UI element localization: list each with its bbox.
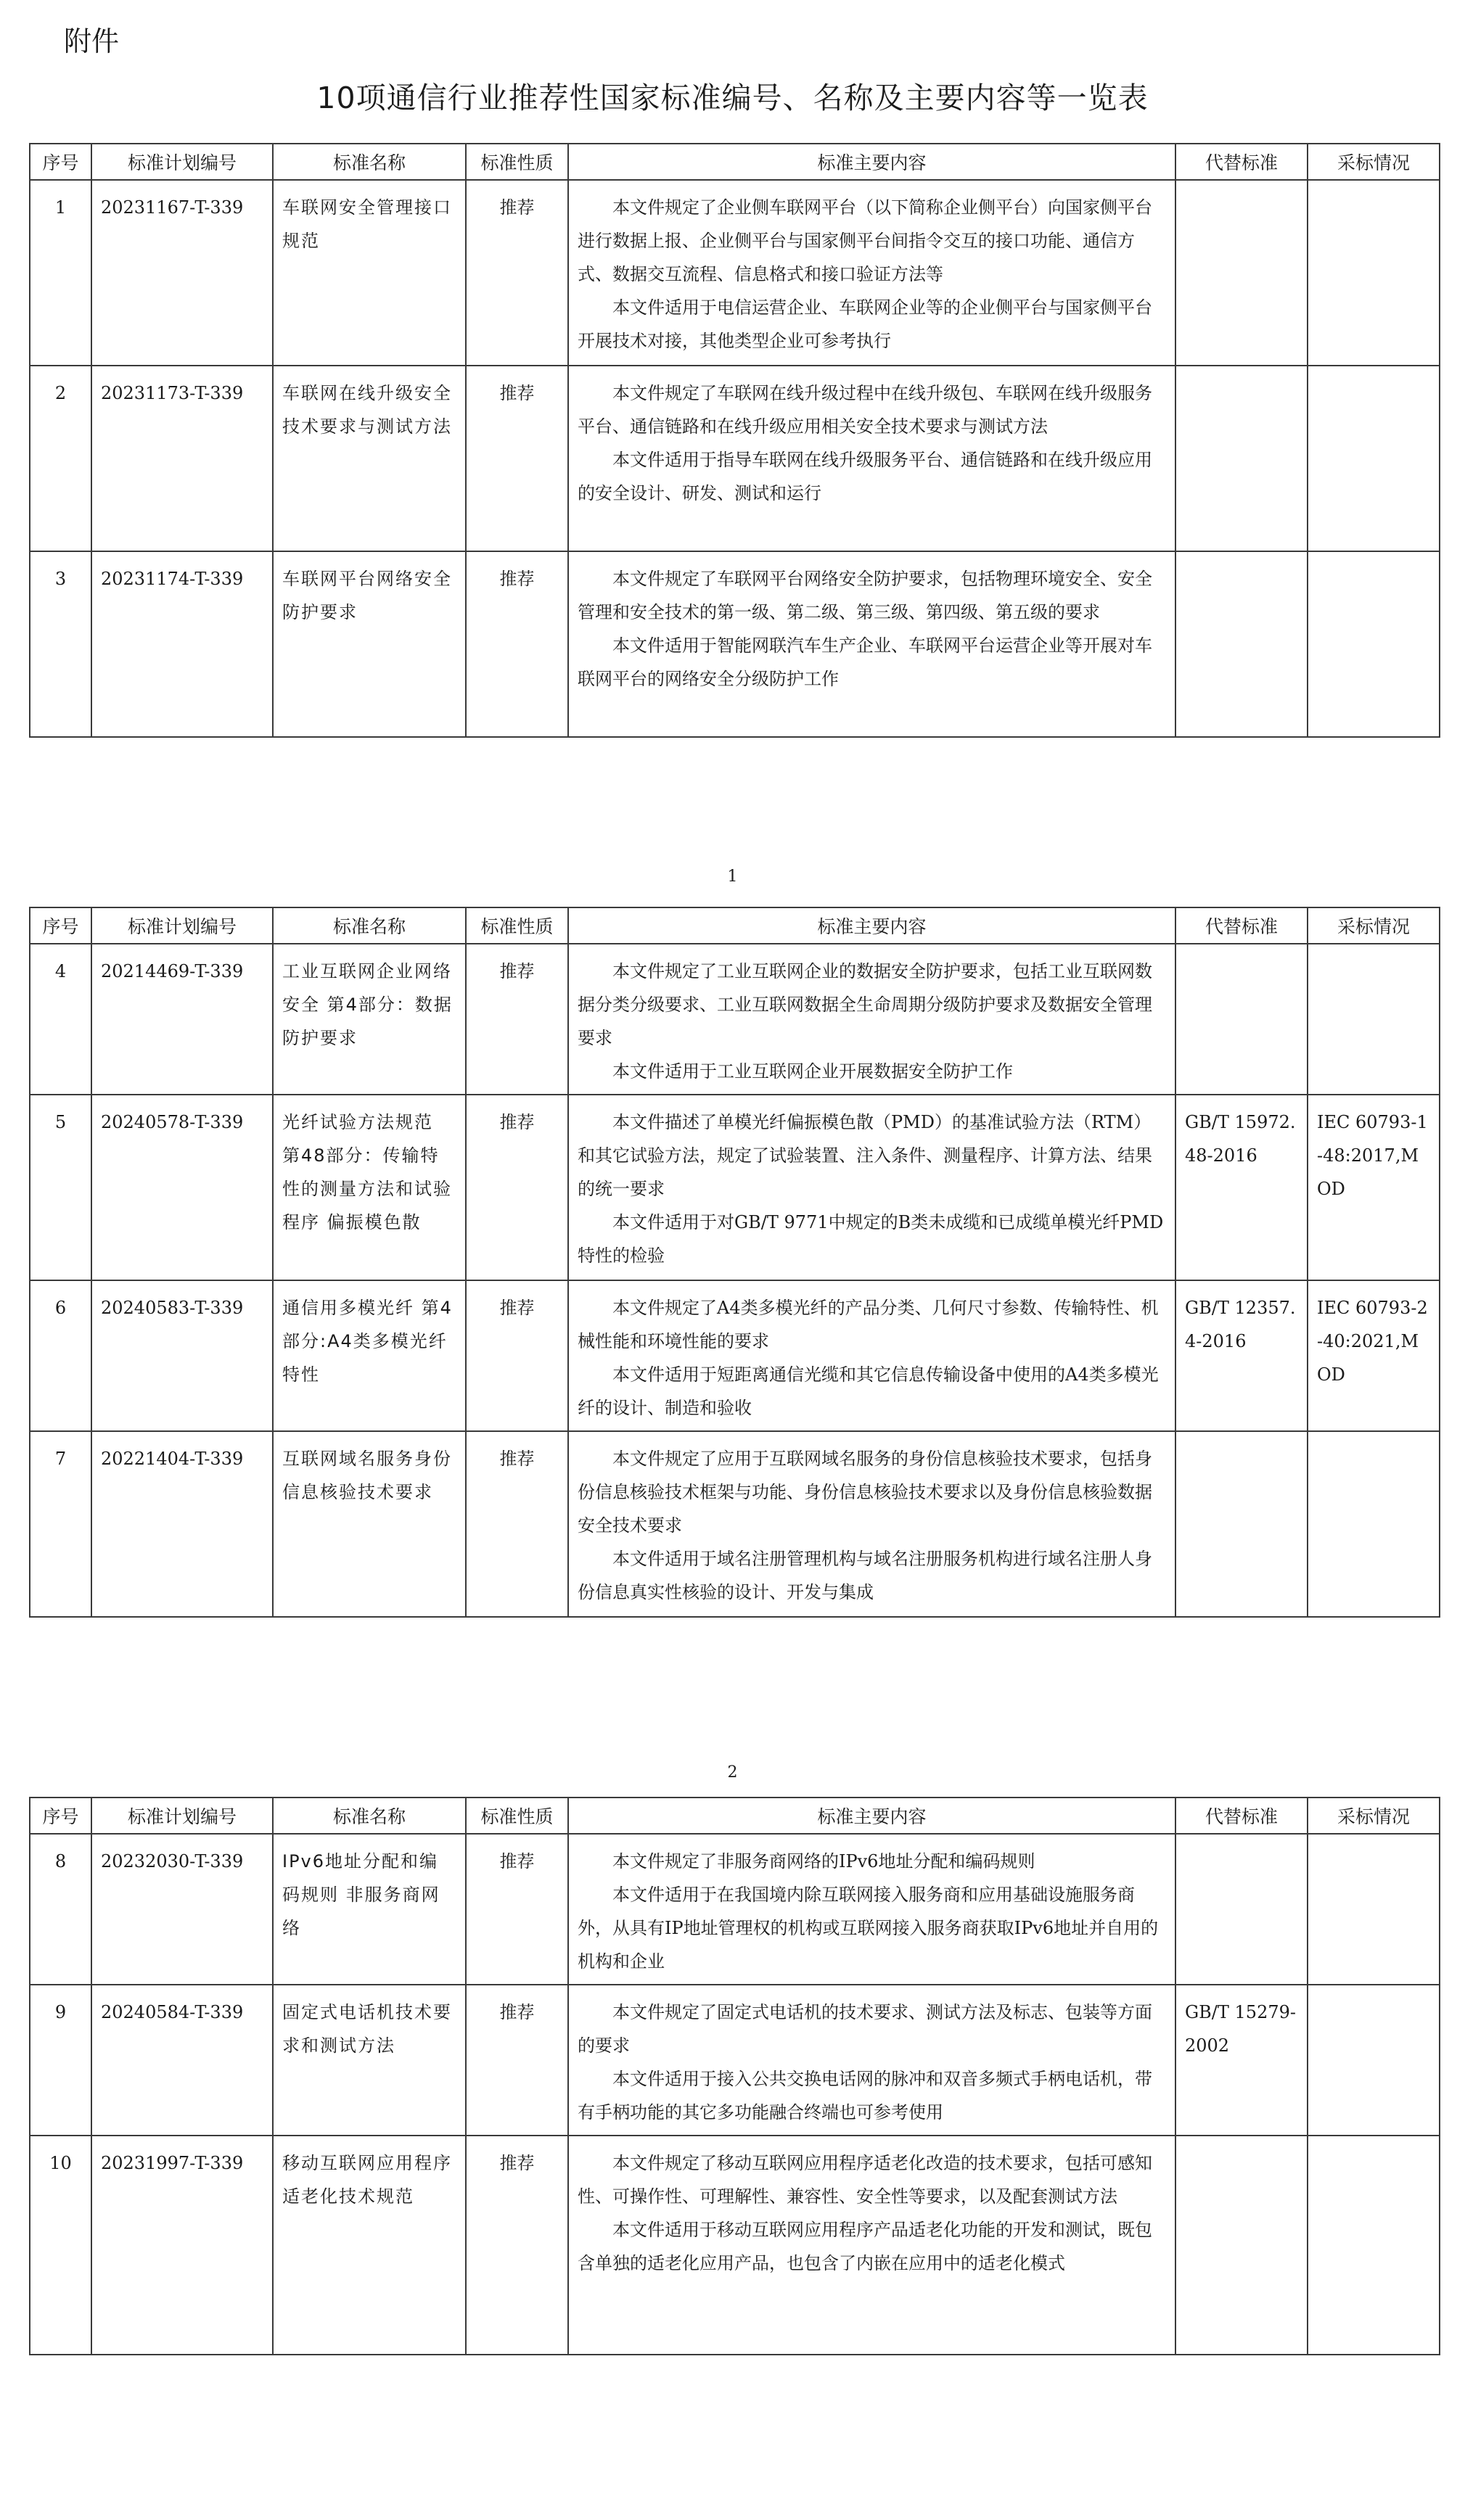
adoption-status (1308, 1431, 1440, 1617)
header-plan-number: 标准计划编号 (91, 1798, 273, 1834)
plan-number: 20240578-T-339 (91, 1095, 273, 1280)
plan-number: 20231174-T-339 (91, 551, 273, 737)
header-seq: 序号 (30, 144, 91, 180)
replaced-standard (1175, 2136, 1308, 2355)
row-number: 6 (30, 1280, 91, 1431)
table-row (30, 944, 1440, 1095)
standard-nature: 推荐 (466, 1280, 568, 1431)
header-main-content: 标准主要内容 (568, 907, 1175, 944)
content-paragraph: 本文件适用于智能网联汽车生产企业、车联网平台运营企业等开展对车联网平台的网络安全分级防护工作 (578, 635, 1152, 689)
standard-nature: 推荐 (466, 1985, 568, 2136)
content-paragraph: 本文件适用于指导车联网在线升级服务平台、通信链路和在线升级应用的安全设计、研发、测试和运行 (578, 450, 1152, 503)
standard-nature: 推荐 (466, 1834, 568, 1985)
header-main-content: 标准主要内容 (568, 1798, 1175, 1834)
adoption-status (1308, 1985, 1440, 2136)
replaced-standard (1175, 366, 1308, 551)
row-number: 1 (30, 180, 91, 366)
header-plan-number: 标准计划编号 (91, 907, 273, 944)
standard-name: 通信用多模光纤 第4部分:A4类多模光纤特性 (273, 1280, 466, 1431)
main-content (568, 1985, 1175, 2136)
main-content (568, 1095, 1175, 1280)
document-title: 10项通信行业推荐性国家标准编号、名称及主要内容等一览表 (316, 81, 1149, 115)
standard-name: 车联网在线升级安全技术要求与测试方法 (273, 366, 466, 551)
table-row (30, 551, 1440, 737)
plan-number: 20221404-T-339 (91, 1431, 273, 1617)
adoption-status (1308, 180, 1440, 366)
header-replaces: 代替标准 (1175, 1798, 1308, 1834)
plan-number: 20231997-T-339 (91, 2136, 273, 2355)
adoption-status: IEC 60793-1-48:2017,MOD (1308, 1095, 1440, 1280)
content-paragraph: 本文件适用于对GB/T 9771中规定的B类未成缆和已成缆单模光纤PMD特性的检验 (578, 1212, 1164, 1266)
main-content (568, 180, 1175, 366)
content-paragraph: 本文件适用于电信运营企业、车联网企业等的企业侧平台与国家侧平台开展技术对接，其他类型企业可参考执行 (578, 297, 1152, 351)
header-adoption: 采标情况 (1308, 1798, 1440, 1834)
standard-name: 车联网平台网络安全防护要求 (273, 551, 466, 737)
content-paragraph: 本文件规定了车联网平台网络安全防护要求，包括物理环境安全、安全管理和安全技术的第一级、第二级、第三级、第四级、第五级的要求 (578, 569, 1152, 622)
plan-number: 20232030-T-339 (91, 1834, 273, 1985)
adoption-status (1308, 1834, 1440, 1985)
standard-name: 工业互联网企业网络安全 第4部分：数据防护要求 (273, 944, 466, 1095)
row-number: 2 (30, 366, 91, 551)
standard-name: 车联网安全管理接口规范 (273, 180, 466, 366)
header-seq: 序号 (30, 907, 91, 944)
header-nature: 标准性质 (466, 144, 568, 180)
adoption-status (1308, 2136, 1440, 2355)
content-paragraph: 本文件规定了应用于互联网域名服务的身份信息核验技术要求，包括身份信息核验技术框架与功能、身份信息核验技术要求以及身份信息核验数据安全技术要求 (578, 1449, 1152, 1536)
content-paragraph: 本文件规定了工业互联网企业的数据安全防护要求，包括工业互联网数据分类分级要求、工业互联网数据全生命周期分级防护要求及数据安全管理要求 (578, 961, 1152, 1048)
standards-table-page-3 (29, 1797, 1440, 2355)
content-paragraph: 本文件规定了车联网在线升级过程中在线升级包、车联网在线升级服务平台、通信链路和在线升级应用相关安全技术要求与测试方法 (578, 383, 1152, 437)
table-row (30, 1095, 1440, 1280)
plan-number: 20231167-T-339 (91, 180, 273, 366)
page-number: 1 (727, 868, 738, 886)
main-content (568, 944, 1175, 1095)
adoption-status (1308, 551, 1440, 737)
content-paragraph: 本文件适用于域名注册管理机构与域名注册服务机构进行域名注册人身份信息真实性核验的设计、开发与集成 (578, 1549, 1152, 1602)
table-row (30, 1431, 1440, 1617)
row-number: 5 (30, 1095, 91, 1280)
table-row (30, 1985, 1440, 2136)
table-row (30, 366, 1440, 551)
content-paragraph: 本文件适用于移动互联网应用程序产品适老化功能的开发和测试，既包含单独的适老化应用产品，也包含了内嵌在应用中的适老化模式 (578, 2220, 1152, 2273)
table-header-row (30, 1798, 1440, 1834)
table-row (30, 1834, 1440, 1985)
attachment-label: 附件 (64, 25, 120, 57)
table-header-row (30, 144, 1440, 180)
content-paragraph: 本文件适用于工业互联网企业开展数据安全防护工作 (612, 1061, 1013, 1082)
header-replaces: 代替标准 (1175, 144, 1308, 180)
plan-number: 20240583-T-339 (91, 1280, 273, 1431)
header-standard-name: 标准名称 (273, 144, 466, 180)
content-paragraph: 本文件适用于接入公共交换电话网的脉冲和双音多频式手柄电话机，带有手柄功能的其它多功能融合终端也可参考使用 (578, 2069, 1152, 2122)
main-content (568, 1431, 1175, 1617)
main-content (568, 1834, 1175, 1985)
replaced-standard (1175, 180, 1308, 366)
standard-nature: 推荐 (466, 551, 568, 737)
standard-nature: 推荐 (466, 1431, 568, 1617)
main-content (568, 1280, 1175, 1431)
standard-nature: 推荐 (466, 366, 568, 551)
replaced-standard: GB/T 15972.48-2016 (1175, 1095, 1308, 1280)
standard-name: 移动互联网应用程序适老化技术规范 (273, 2136, 466, 2355)
plan-number: 20240584-T-339 (91, 1985, 273, 2136)
main-content (568, 366, 1175, 551)
header-seq: 序号 (30, 1798, 91, 1834)
content-paragraph: 本文件规定了非服务商网络的IPv6地址分配和编码规则 (612, 1851, 1035, 1872)
table-row (30, 1280, 1440, 1431)
standards-table-page-1 (29, 143, 1440, 738)
standard-name: 互联网域名服务身份信息核验技术要求 (273, 1431, 466, 1617)
content-paragraph: 本文件规定了企业侧车联网平台（以下简称企业侧平台）向国家侧平台进行数据上报、企业侧平台与国家侧平台间指令交互的接口功能、通信方式、数据交互流程、信息格式和接口验证方法等 (578, 197, 1152, 284)
plan-number: 20214469-T-339 (91, 944, 273, 1095)
standard-nature: 推荐 (466, 1095, 568, 1280)
main-content (568, 551, 1175, 737)
replaced-standard (1175, 551, 1308, 737)
content-paragraph: 本文件适用于在我国境内除互联网接入服务商和应用基础设施服务商外，从具有IP地址管理权的机构或互联网接入服务商获取IPv6地址并自用的机构和企业 (578, 1885, 1159, 1972)
table-header-row (30, 907, 1440, 944)
plan-number: 20231173-T-339 (91, 366, 273, 551)
row-number: 7 (30, 1431, 91, 1617)
replaced-standard (1175, 1431, 1308, 1617)
header-standard-name: 标准名称 (273, 1798, 466, 1834)
header-standard-name: 标准名称 (273, 907, 466, 944)
row-number: 4 (30, 944, 91, 1095)
content-paragraph: 本文件描述了单模光纤偏振模色散（PMD）的基准试验方法（RTM）和其它试验方法，规定了试验装置、注入条件、测量程序、计算方法、结果的统一要求 (578, 1112, 1152, 1199)
standard-nature: 推荐 (466, 180, 568, 366)
standard-nature: 推荐 (466, 2136, 568, 2355)
header-main-content: 标准主要内容 (568, 144, 1175, 180)
content-paragraph: 本文件规定了固定式电话机的技术要求、测试方法及标志、包装等方面的要求 (578, 2002, 1152, 2056)
header-plan-number: 标准计划编号 (91, 144, 273, 180)
adoption-status (1308, 366, 1440, 551)
page-number: 2 (727, 1763, 738, 1782)
standard-name: IPv6地址分配和编码规则 非服务商网络 (273, 1834, 466, 1985)
content-paragraph: 本文件适用于短距离通信光缆和其它信息传输设备中使用的A4类多模光纤的设计、制造和验收 (578, 1364, 1159, 1418)
standard-nature: 推荐 (466, 944, 568, 1095)
replaced-standard (1175, 1834, 1308, 1985)
standard-name: 固定式电话机技术要求和测试方法 (273, 1985, 466, 2136)
content-paragraph: 本文件规定了A4类多模光纤的产品分类、几何尺寸参数、传输特性、机械性能和环境性能的要求 (578, 1298, 1159, 1351)
table-row (30, 180, 1440, 366)
replaced-standard: GB/T 15279-2002 (1175, 1985, 1308, 2136)
table-row (30, 2136, 1440, 2355)
header-adoption: 采标情况 (1308, 144, 1440, 180)
header-nature: 标准性质 (466, 907, 568, 944)
row-number: 8 (30, 1834, 91, 1985)
replaced-standard: GB/T 12357.4-2016 (1175, 1280, 1308, 1431)
row-number: 10 (30, 2136, 91, 2355)
standards-table-page-2 (29, 907, 1440, 1618)
adoption-status (1308, 944, 1440, 1095)
header-replaces: 代替标准 (1175, 907, 1308, 944)
header-adoption: 采标情况 (1308, 907, 1440, 944)
row-number: 9 (30, 1985, 91, 2136)
standard-name: 光纤试验方法规范 第48部分：传输特性的测量方法和试验程序 偏振模色散 (273, 1095, 466, 1280)
header-nature: 标准性质 (466, 1798, 568, 1834)
content-paragraph: 本文件规定了移动互联网应用程序适老化改造的技术要求，包括可感知性、可操作性、可理解性、兼容性、安全性等要求，以及配套测试方法 (578, 2153, 1152, 2207)
adoption-status: IEC 60793-2-40:2021,MOD (1308, 1280, 1440, 1431)
main-content (568, 2136, 1175, 2355)
replaced-standard (1175, 944, 1308, 1095)
row-number: 3 (30, 551, 91, 737)
